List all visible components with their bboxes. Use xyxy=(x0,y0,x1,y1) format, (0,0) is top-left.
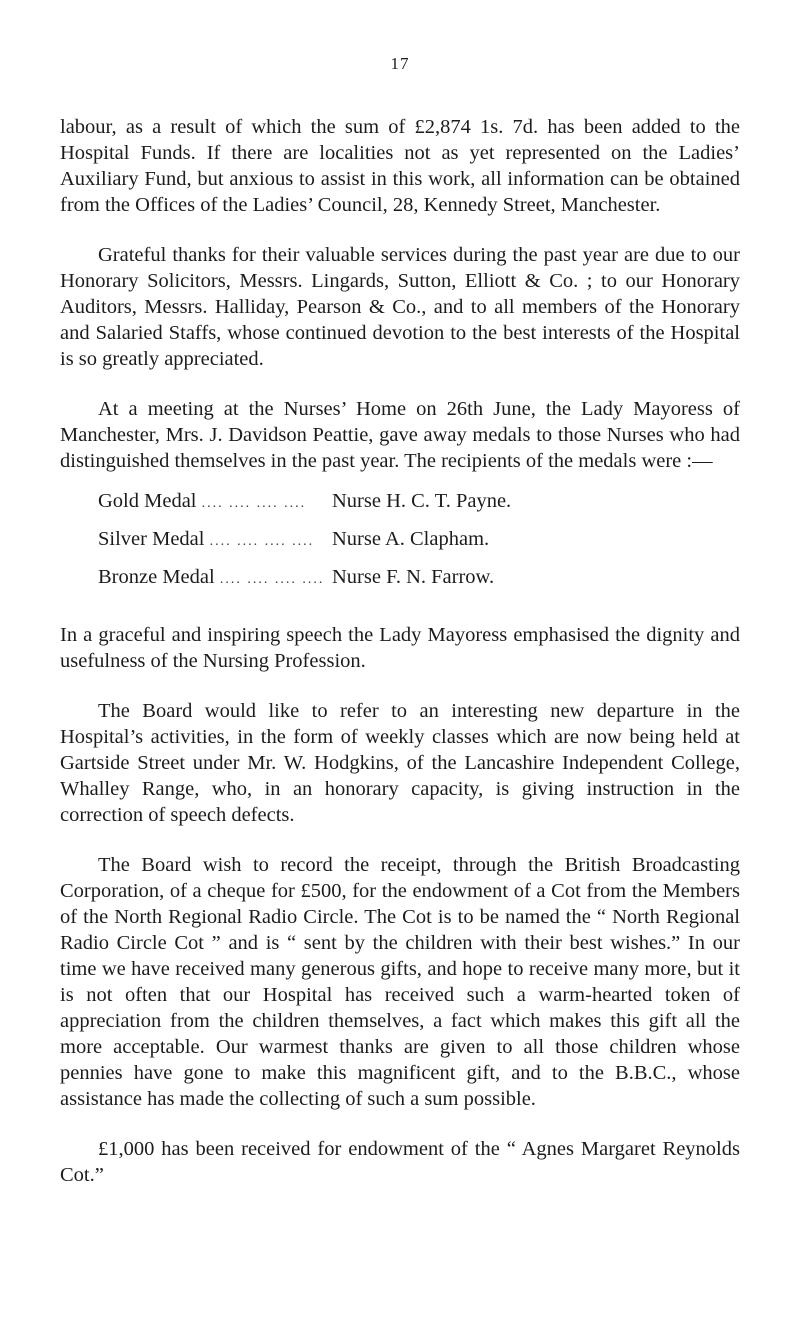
medal-recipient: Nurse A. Clapham. xyxy=(332,528,490,550)
paragraph-ladies-auxiliary: labour, as a result of which the sum of £2,874 1s. 7d. has been added to the Hospital Funds. If there are localities not as yet represented on the Ladies’ Auxiliary Fund, but anxious to assist in this work, all information can be obtained from the Offices of the Ladies’ Council, 28, Kennedy Street, Manchester. xyxy=(60,116,740,216)
dot-leader: .... .... .... .... xyxy=(209,534,315,549)
paragraph-bbc-cot: The Board wish to record the receipt, through the British Broadcasting Corporation, of a cheque for £500, for the endowment of a Cot from the Members of the North Regional Radio Circle. The Cot is to be named the “ North Regional Radio Circle Cot ” and is “ sent by the children with their best wishes.” In our time we have received many generous gifts, and hope to receive many more, but it is not often that our Hospital has received such a warm-hearted token of appreciation from the children themselves, a fact which makes this gift all the more acceptable. Our warmest thanks are given to all those children whose pennies have gone to make this magnificent gift, and to the B.B.C., whose assistance has made the collecting of such a sum possible. xyxy=(60,854,740,1110)
medal-name: Gold Medal xyxy=(98,490,197,512)
medal-name: Bronze Medal xyxy=(98,566,215,588)
medal-name: Silver Medal xyxy=(98,528,205,550)
medal-list xyxy=(60,488,740,602)
page-number: 17 xyxy=(390,54,410,73)
medal-recipient: Nurse H. C. T. Payne. xyxy=(332,490,512,512)
medal-row-bronze xyxy=(60,564,740,602)
dot-leader: .... .... .... .... xyxy=(201,496,307,511)
paragraph-lady-mayoress-speech: In a graceful and inspiring speech the Lady Mayoress emphasised the dignity and usefulness of the Nursing Profession. xyxy=(60,624,740,672)
medal-row-silver xyxy=(60,526,740,564)
paragraph-endowment: £1,000 has been received for endowment of the “ Agnes Margaret Reynolds Cot.” xyxy=(60,1138,740,1186)
paragraph-speech-classes: The Board would like to refer to an interesting new departure in the Hospital’s activities, in the form of weekly classes which are now being held at Gartside Street under Mr. W. Hodgkins, of the Lancashire Independent College, Whalley Range, who, in an honorary capacity, is giving instruction in the correction of speech defects. xyxy=(60,700,740,826)
paragraph-grateful-thanks: Grateful thanks for their valuable services during the past year are due to our Honorary Solicitors, Messrs. Lingards, Sutton, Elliott & Co. ; to our Honorary Auditors, Messrs. Halliday, Pearson & Co., and to all members of the Honorary and Salaried Staffs, whose continued devotion to the best interests of the Hospital is so greatly appreciated. xyxy=(60,244,740,370)
body-text xyxy=(60,114,740,1212)
paragraph-nurses-medals: At a meeting at the Nurses’ Home on 26th June, the Lady Mayoress of Manchester, Mrs. J. Davidson Peattie, gave away medals to those Nurses who had distinguished themselves in the past year. The recipients of the medals were :— xyxy=(60,398,740,472)
dot-leader: .... .... .... .... xyxy=(219,572,325,587)
medal-row-gold xyxy=(60,488,740,526)
medal-recipient: Nurse F. N. Farrow. xyxy=(332,566,495,588)
